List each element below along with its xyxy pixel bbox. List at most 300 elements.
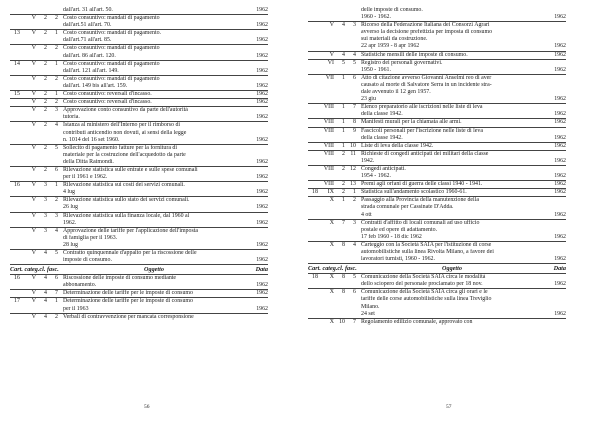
class-number: 2 xyxy=(44,60,47,67)
subject-text: Riscossione delle imposte di consumo mediante xyxy=(63,275,177,282)
fascicle-number: 5 xyxy=(353,59,356,66)
subject-text: dall'art. 31 all'art. 50. xyxy=(63,7,113,13)
subject-text: 22 apr 1959 - 8 apr 1962 xyxy=(361,43,420,50)
class-number: 2 xyxy=(44,107,47,114)
subject-text: Contratto quinquennale d'appalto per la riscossione delle xyxy=(63,250,197,256)
date-year: 1962 xyxy=(554,43,566,50)
fascicle-number: 1 xyxy=(55,182,58,189)
class-number: 2 xyxy=(44,75,47,82)
subject-text: dall'art.71 all'art. 85. xyxy=(63,37,112,44)
subject-text: per il 1963 xyxy=(63,305,89,312)
fascicle-number: 6 xyxy=(353,74,356,81)
table-row xyxy=(308,111,566,118)
class-number: 2 xyxy=(44,30,47,37)
date-year: 1962 xyxy=(554,181,566,188)
cart-number: 13 xyxy=(14,30,20,37)
category: V xyxy=(31,227,36,234)
date-year: 1962 xyxy=(554,233,566,240)
table-row xyxy=(10,68,268,75)
header-data: Data xyxy=(255,266,268,274)
table-row xyxy=(308,249,566,256)
table-row xyxy=(308,36,566,43)
category: V xyxy=(31,212,36,219)
subject-text: Ricorso della Federazione Italiana dei Consorzi Agrari xyxy=(361,22,490,29)
subject-text: Premi agli orfani di guerra delle classi 1940 - 1941. xyxy=(361,181,483,188)
category: V xyxy=(31,75,36,82)
fascicle-number: 2 xyxy=(353,197,356,204)
subject-text: 1942. xyxy=(361,157,375,164)
fascicle-number: 5 xyxy=(55,250,58,256)
subject-text: Rilevazione statistica sulla finanza locale, dal 1960 al xyxy=(63,212,190,219)
category: X xyxy=(329,241,334,248)
cart-number: 15 xyxy=(14,91,20,98)
table-row xyxy=(308,318,566,326)
subject-text: di famiglia per il 1963. xyxy=(63,234,118,241)
cart-number: 17 xyxy=(14,298,20,305)
subject-text: Statistiche mensili delle imposte di consumo. xyxy=(361,51,468,58)
table-row xyxy=(308,118,566,126)
category: VIII xyxy=(323,142,334,149)
class-number: 2 xyxy=(342,181,345,188)
category: X xyxy=(329,197,334,204)
date-year: 1962 xyxy=(554,157,566,164)
class-number: 3 xyxy=(44,197,47,204)
date-year: 1962 xyxy=(554,14,566,21)
header-cart-categ-cl-fasc: Cart. categ.cl. fasc. xyxy=(10,266,59,274)
subject-text: Fascicoli personali per l'iscrizione nelle liste di leva xyxy=(361,127,483,134)
class-number: 4 xyxy=(44,275,47,282)
category: V xyxy=(31,250,36,256)
table-row xyxy=(10,282,268,289)
table-row xyxy=(308,14,566,21)
fascicle-number: 12 xyxy=(350,165,356,172)
subject-text: tariffe delle corse automobilistiche sulla linea Treviglio xyxy=(361,296,492,303)
fascicle-number: 7 xyxy=(353,318,356,325)
cart-number: 16 xyxy=(14,182,20,189)
table-row xyxy=(10,83,268,90)
fascicle-number: 7 xyxy=(55,290,58,297)
subject-text: dello sciopero del personale proclamato per 18 nov. xyxy=(361,281,483,288)
table-row xyxy=(308,51,566,59)
subject-text: Regolamento edilizio comunale, approvato con xyxy=(361,318,473,325)
category: V xyxy=(31,99,36,106)
fascicle-number: 1 xyxy=(55,91,58,98)
table-row xyxy=(10,121,268,129)
subject-text: 4 ott xyxy=(361,211,372,218)
subject-text: 1962. xyxy=(63,219,77,226)
subject-text: abbonamento. xyxy=(63,282,97,289)
subject-text: Statistica sull'andamento scolastico 1960-61. xyxy=(361,189,467,196)
table-row xyxy=(10,235,268,242)
table-row xyxy=(10,196,268,204)
date-year: 1962 xyxy=(554,173,566,180)
header-cart-categ-cl-fasc: Cart. categ.cl. fasc. xyxy=(308,265,357,273)
fascicle-number: 3 xyxy=(353,22,356,29)
table-row xyxy=(10,220,268,227)
subject-text: 23 giu xyxy=(361,96,376,103)
category: VIII xyxy=(323,165,334,172)
class-number: 1 xyxy=(342,197,345,204)
class-number: 3 xyxy=(44,212,47,219)
cart-number: 18 xyxy=(312,274,318,281)
category: VIII xyxy=(323,119,334,126)
class-number: 4 xyxy=(342,51,345,58)
fascicle-number: 5 xyxy=(55,144,58,151)
subject-text: della classe 1942. xyxy=(361,134,403,141)
subject-text: 24 set xyxy=(361,310,375,317)
date-year: 1962 xyxy=(554,310,566,317)
subject-text: Costo consuntivo: mandati di pagamento xyxy=(63,45,160,52)
table-row xyxy=(308,311,566,318)
fascicle-number: 2 xyxy=(55,15,58,22)
class-number: 10 xyxy=(339,318,345,325)
category: V xyxy=(31,60,36,67)
category: X xyxy=(329,289,334,296)
table-row xyxy=(10,227,268,235)
fascicle-number: 3 xyxy=(55,107,58,114)
class-number: 2 xyxy=(342,150,345,157)
table-row xyxy=(10,166,268,174)
subject-text: Sollecito di pagamento fatture per la fornitura di xyxy=(63,144,178,151)
class-number: 2 xyxy=(44,45,47,52)
date-year: 1962 xyxy=(256,189,268,196)
class-number: 2 xyxy=(44,122,47,129)
date-year: 1962 xyxy=(554,111,566,118)
class-number: 3 xyxy=(44,227,47,234)
subject-text: Comunicazione della Società SAIA circa le modalità xyxy=(361,274,486,281)
table-row xyxy=(308,304,566,311)
subject-text: Carteggio con la Società SAIA per l'istituzione di corse xyxy=(361,241,492,248)
subject-text: Costo consuntivo: reversali d'incasso. xyxy=(63,99,152,106)
table-row xyxy=(10,274,268,282)
table-row xyxy=(10,174,268,181)
table-row xyxy=(308,103,566,111)
table-row xyxy=(10,37,268,44)
subject-text: 4 lug xyxy=(63,189,75,196)
category: V xyxy=(31,275,36,282)
fascicle-number: 6 xyxy=(55,275,58,282)
class-number: 5 xyxy=(342,59,345,66)
subject-text: Costo consuntivo: mandati di pagamento. xyxy=(63,30,162,37)
table-row xyxy=(308,204,566,211)
table-row xyxy=(308,188,566,196)
class-number: 2 xyxy=(44,15,47,22)
subject-text: Costo consuntivo: mandati di pagamento xyxy=(63,15,160,22)
class-number: 1 xyxy=(342,119,345,126)
subject-text: dall'art. 121 all'art. 149. xyxy=(63,67,119,74)
date-year: 1962 xyxy=(256,136,268,143)
table-row xyxy=(308,234,566,241)
category: IX xyxy=(327,189,334,196)
table-row xyxy=(10,44,268,52)
fascicle-number: 1 xyxy=(55,298,58,305)
table-row xyxy=(308,67,566,74)
date-year: 1962 xyxy=(256,22,268,29)
date-year: 1962 xyxy=(256,91,268,98)
table-row xyxy=(10,181,268,189)
subject-text: causato al morte di Salvatore Serra in un incidente stra- xyxy=(361,81,492,88)
date-year: 1962 xyxy=(256,204,268,211)
fascicle-number: 6 xyxy=(353,289,356,296)
subject-text: 26 lug xyxy=(63,204,78,211)
table-row xyxy=(308,180,566,188)
subject-text: Milano. xyxy=(361,303,380,310)
category: V xyxy=(31,166,36,173)
subject-text: imposte di consumo. xyxy=(63,257,112,264)
table-row xyxy=(308,273,566,281)
table-row xyxy=(308,29,566,36)
header-oggetto: Oggetto xyxy=(442,265,462,273)
subject-text: Determinazione delle tariffe per le imposte di consumo xyxy=(63,298,193,305)
subject-text: Registro dei personali governativi. xyxy=(361,59,443,66)
date-year: 1962 xyxy=(256,158,268,165)
subject-text: postale ed opere di adattamento. xyxy=(361,226,438,233)
class-number: 2 xyxy=(44,91,47,98)
table-row xyxy=(10,98,268,106)
class-number: 4 xyxy=(44,313,47,320)
table-row xyxy=(308,135,566,142)
date-year: 1962 xyxy=(256,241,268,248)
fascicle-number: 4 xyxy=(353,51,356,58)
subject-text: Rilevazione statistica sulle entrate e sulle spese comunali xyxy=(63,166,198,173)
subject-text: Congedi anticipati. xyxy=(361,165,406,172)
class-number: 1 xyxy=(342,127,345,134)
right-page xyxy=(300,0,600,424)
subject-text: Costo consuntivo: mandati di pagamento xyxy=(63,60,160,67)
fascicle-number: 2 xyxy=(55,75,58,82)
subject-text: Comunicazione della Società SAIA circa gli orari e le xyxy=(361,289,488,296)
subject-text: n. 1014 del 16 set 1960. xyxy=(63,136,120,143)
category: VIII xyxy=(323,150,334,157)
fascicle-number: 8 xyxy=(353,119,356,126)
class-number: 2 xyxy=(44,166,47,173)
date-year: 1962 xyxy=(256,99,268,106)
table-row xyxy=(10,204,268,211)
cart-number: 16 xyxy=(14,275,20,282)
table-row xyxy=(308,82,566,89)
class-number: 8 xyxy=(342,289,345,296)
category: V xyxy=(31,107,36,114)
table-row xyxy=(308,281,566,288)
fascicle-number: 3 xyxy=(353,219,356,226)
date-year: 1962 xyxy=(554,96,566,103)
date-year: 1962 xyxy=(256,174,268,181)
date-year: 1962 xyxy=(554,211,566,218)
fascicle-number: 10 xyxy=(350,142,356,149)
class-number: 4 xyxy=(44,250,47,256)
subject-text: Rilevazione statistica sullo stato dei servizi comunali. xyxy=(63,197,190,204)
table-row xyxy=(10,29,268,37)
table-row xyxy=(10,53,268,60)
fascicle-number: 6 xyxy=(55,166,58,173)
category: V xyxy=(31,182,36,189)
subject-text: automobilistiche sulla linea Rivolta Milano, a favore dei xyxy=(361,249,494,255)
subject-text: tutoria. xyxy=(63,114,80,121)
class-number: 1 xyxy=(342,142,345,149)
subject-text: dall'art. 149 bis all'art. 159. xyxy=(63,82,128,89)
subject-text: Determinazione delle tariffe per le imposte di consumo xyxy=(63,290,193,297)
table-row xyxy=(10,297,268,305)
table-row xyxy=(308,74,566,82)
class-number: 1 xyxy=(342,104,345,111)
subject-text: Istanza al ministero dell'Interno per il rimborso di xyxy=(63,122,181,129)
class-number: 1 xyxy=(342,74,345,81)
table-row xyxy=(308,158,566,165)
table-row xyxy=(10,7,268,14)
date-year: 1962 xyxy=(554,51,566,58)
category: V xyxy=(31,290,36,297)
date-year: 1962 xyxy=(256,7,268,13)
fascicle-number: 7 xyxy=(353,104,356,111)
subject-text: per il 1961 e 1962. xyxy=(63,174,108,181)
category: V xyxy=(329,51,334,58)
fascicle-number: 2 xyxy=(55,313,58,320)
fascicle-number: 1 xyxy=(353,189,356,196)
subject-text: 1950 - 1961. xyxy=(361,66,391,73)
class-number: 3 xyxy=(44,182,47,189)
date-year: 1962 xyxy=(256,290,268,297)
category: V xyxy=(31,197,36,204)
class-number: 2 xyxy=(44,144,47,151)
date-year: 1962 xyxy=(554,119,566,126)
subject-text: Approvazione conto consuntivo da parte dell'autorità xyxy=(63,107,188,114)
table-row xyxy=(308,43,566,50)
category: V xyxy=(31,122,36,129)
right-page-number: 57 xyxy=(446,404,452,410)
date-year: 1962 xyxy=(256,219,268,226)
fascicle-number: 1 xyxy=(55,30,58,37)
table-row xyxy=(308,89,566,96)
date-year: 1962 xyxy=(256,52,268,59)
class-number: 8 xyxy=(342,274,345,281)
fascicle-number: 4 xyxy=(55,227,58,234)
table-row xyxy=(10,106,268,114)
fascicle-number: 2 xyxy=(55,99,58,106)
subject-text: sui materiali da costruzione. xyxy=(361,36,428,43)
category: V xyxy=(31,298,36,305)
class-number: 8 xyxy=(342,241,345,248)
date-year: 1962 xyxy=(256,257,268,264)
category: V xyxy=(31,30,36,37)
fascicle-number: 1 xyxy=(55,60,58,67)
subject-text: contributi anticendio non dovuti, ai sensi della legge xyxy=(63,129,187,136)
table-row xyxy=(308,288,566,296)
left-page-number: 56 xyxy=(144,404,150,410)
class-number: 7 xyxy=(342,219,345,226)
subject-text: 1954 - 1962. xyxy=(361,173,391,180)
date-year: 1962 xyxy=(256,37,268,44)
table-row xyxy=(10,159,268,166)
category: VIII xyxy=(323,127,334,134)
table-row xyxy=(308,296,566,303)
category: VIII xyxy=(323,181,334,188)
table-row xyxy=(10,90,268,98)
subject-text: Passaggio alla Provincia della manutenzione della xyxy=(361,197,479,204)
table-row xyxy=(308,241,566,249)
table-row xyxy=(308,227,566,234)
table-row xyxy=(10,130,268,137)
subject-text: Liste di leva della classe 1942. xyxy=(361,142,434,149)
fascicle-number: 5 xyxy=(353,274,356,281)
table-row xyxy=(308,173,566,180)
subject-text: avverso la decisione prefettizia per imposta di consumo xyxy=(361,29,493,36)
column-header-row xyxy=(308,263,566,273)
table-row xyxy=(10,212,268,220)
subject-text: dall'art. 86 all'art. 120. xyxy=(63,52,116,59)
table-row xyxy=(308,256,566,263)
date-year: 1962 xyxy=(256,282,268,289)
table-row xyxy=(308,212,566,219)
subject-text: Contratti d'affitto di locali comunali ad uso ufficio xyxy=(361,219,480,226)
table-row xyxy=(10,189,268,196)
fascicle-number: 2 xyxy=(55,197,58,204)
subject-text: Verbali di contravvenzione per mancata corresponsione xyxy=(63,313,194,320)
table-row xyxy=(308,142,566,150)
subject-text: Manifesti murali per la chiamata alle armi. xyxy=(361,119,462,126)
category: X xyxy=(329,274,334,281)
category: VI xyxy=(327,59,334,66)
fascicle-number: 11 xyxy=(350,150,356,157)
left-page-rows xyxy=(10,7,268,321)
subject-text: materiale per la costruzione dell'acquedotto da parte xyxy=(63,151,186,158)
class-number: 4 xyxy=(44,290,47,297)
table-row xyxy=(308,196,566,204)
table-row xyxy=(10,249,268,257)
subject-text: 1960 - 1962. xyxy=(361,14,391,21)
subject-text: Approvazione delle tariffe per l'applicazione dell'imposta xyxy=(63,227,198,234)
table-row xyxy=(10,14,268,22)
category: X xyxy=(329,318,334,325)
category: V xyxy=(31,144,36,151)
class-number: 2 xyxy=(342,189,345,196)
date-year: 1962 xyxy=(554,134,566,141)
subject-text: strada comunale per Cassinate D'Adda. xyxy=(361,204,454,211)
fascicle-number: 2 xyxy=(55,45,58,52)
date-year: 1962 xyxy=(554,256,566,263)
subject-text: della Ditta Raimondi. xyxy=(63,158,114,165)
category: VII xyxy=(325,74,334,81)
cart-number: 18 xyxy=(312,189,318,196)
right-page-rows xyxy=(308,7,566,326)
class-number: 4 xyxy=(44,298,47,305)
date-year: 1962 xyxy=(256,305,268,312)
fascicle-number: 3 xyxy=(55,212,58,219)
subject-text: Costo consuntivo: mandati di pagamento xyxy=(63,75,160,82)
date-year: 1962 xyxy=(554,281,566,288)
subject-text: 17 feb 1960 - 18 dic 1962 xyxy=(361,233,422,240)
category: V xyxy=(31,91,36,98)
subject-text: delle imposte di consumo. xyxy=(361,7,423,13)
category: V xyxy=(31,45,36,52)
fascicle-number: 13 xyxy=(350,181,356,188)
subject-text: dale avvenuto il 12 gen 1957. xyxy=(361,89,431,96)
fascicle-number: 9 xyxy=(353,127,356,134)
table-row xyxy=(10,257,268,264)
class-number: 2 xyxy=(342,165,345,172)
table-row xyxy=(10,137,268,144)
subject-text: della classe 1942. xyxy=(361,111,403,118)
table-row xyxy=(308,59,566,67)
class-number: 4 xyxy=(342,22,345,29)
table-row xyxy=(10,144,268,152)
date-year: 1962 xyxy=(256,82,268,89)
table-row xyxy=(308,7,566,14)
column-header-row xyxy=(10,264,268,274)
date-year: 1962 xyxy=(256,114,268,121)
table-row xyxy=(308,96,566,103)
table-row xyxy=(10,60,268,68)
fascicle-number: 4 xyxy=(353,241,356,248)
